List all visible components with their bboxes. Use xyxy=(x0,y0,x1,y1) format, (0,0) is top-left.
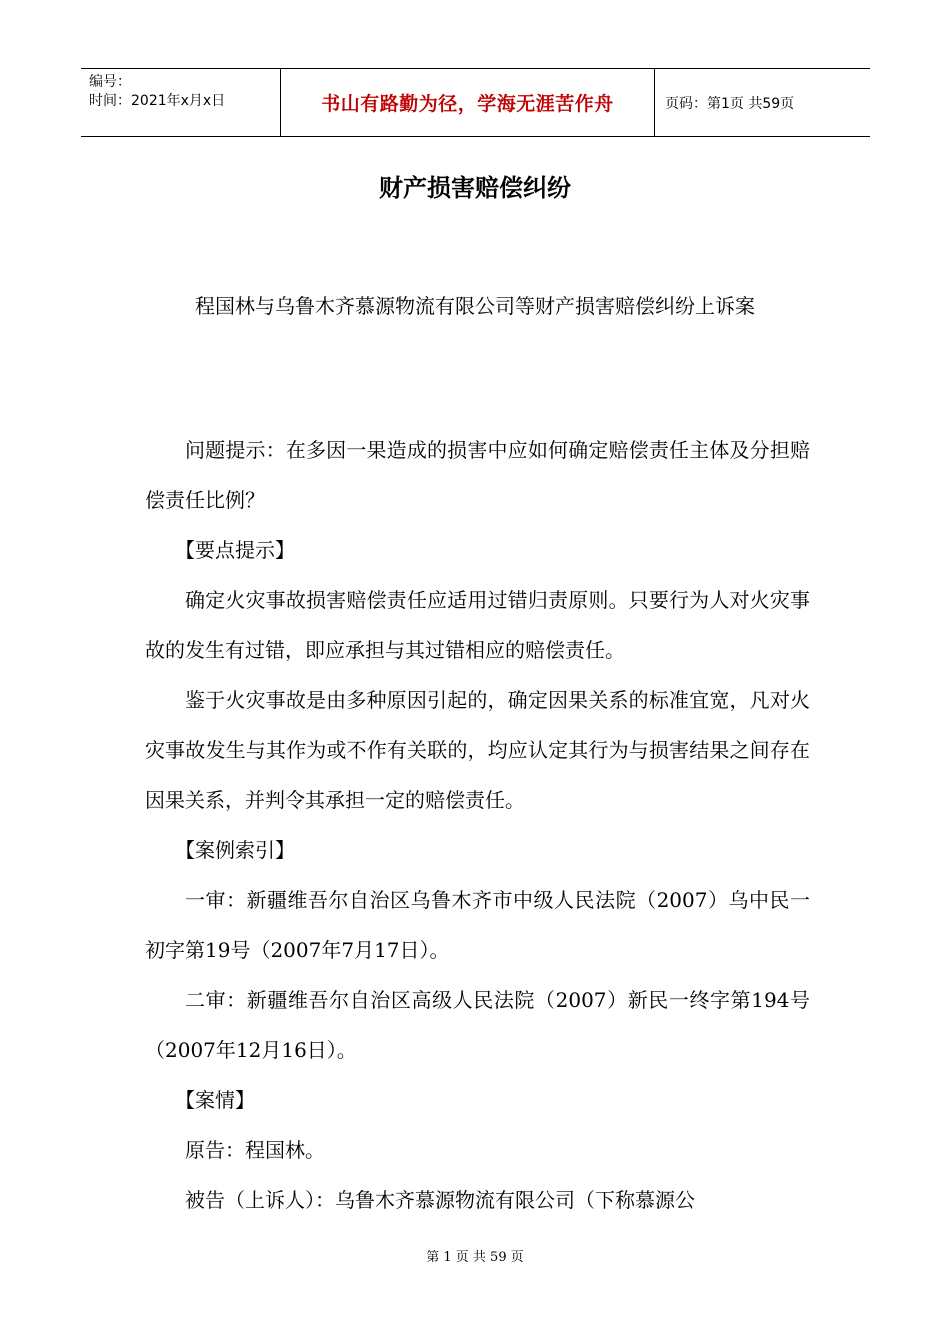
paragraph: 确定火灾事故损害赔偿责任应适用过错归责原则。只要行为人对火灾事故的发生有过错，即应承担与其过错相应的赔偿责任。 xyxy=(145,588,810,662)
paragraph: 被告（上诉人）：乌鲁木齐慕源物流有限公司（下称慕源公 xyxy=(185,1188,695,1212)
header-motto: 书山有路勤为径，学海无涯苦作舟 xyxy=(281,69,655,136)
paragraph: 原告：程国林。 xyxy=(185,1138,325,1162)
document-time-label: 时间：2021年x月x日 xyxy=(89,93,226,109)
paragraph: 问题提示：在多因一果造成的损害中应如何确定赔偿责任主体及分担赔偿责任比例？ xyxy=(145,438,810,512)
paragraph: 二审：新疆维吾尔自治区高级人民法院（2007）新民一终字第194号（2007年12月16日）。 xyxy=(145,988,810,1062)
document-subtitle: 程国林与乌鲁木齐慕源物流有限公司等财产损害赔偿纠纷上诉案 xyxy=(195,294,755,318)
page-footer: 第 1 页 共 59 页 xyxy=(426,1250,524,1265)
section-heading: 【案例索引】 xyxy=(175,838,295,862)
paragraph: 一审：新疆维吾尔自治区乌鲁木齐市中级人民法院（2007）乌中民一初字第19号（2007年7月17日）。 xyxy=(145,888,810,962)
section-heading: 【要点提示】 xyxy=(175,538,295,562)
section-heading: 【案情】 xyxy=(175,1088,255,1112)
page-header xyxy=(81,68,870,137)
document-body xyxy=(145,425,810,1225)
header-meta xyxy=(81,69,281,136)
document-number-label: 编号： xyxy=(89,74,131,90)
paragraph: 鉴于火灾事故是由多种原因引起的，确定因果关系的标准宜宽，凡对火灾事故发生与其作为或不作有关联的，均应认定其行为与损害结果之间存在因果关系，并判令其承担一定的赔偿责任。 xyxy=(145,688,810,812)
header-page-info: 页码：第1页 共59页 xyxy=(665,95,795,112)
document-title: 财产损害赔偿纠纷 xyxy=(379,174,571,202)
